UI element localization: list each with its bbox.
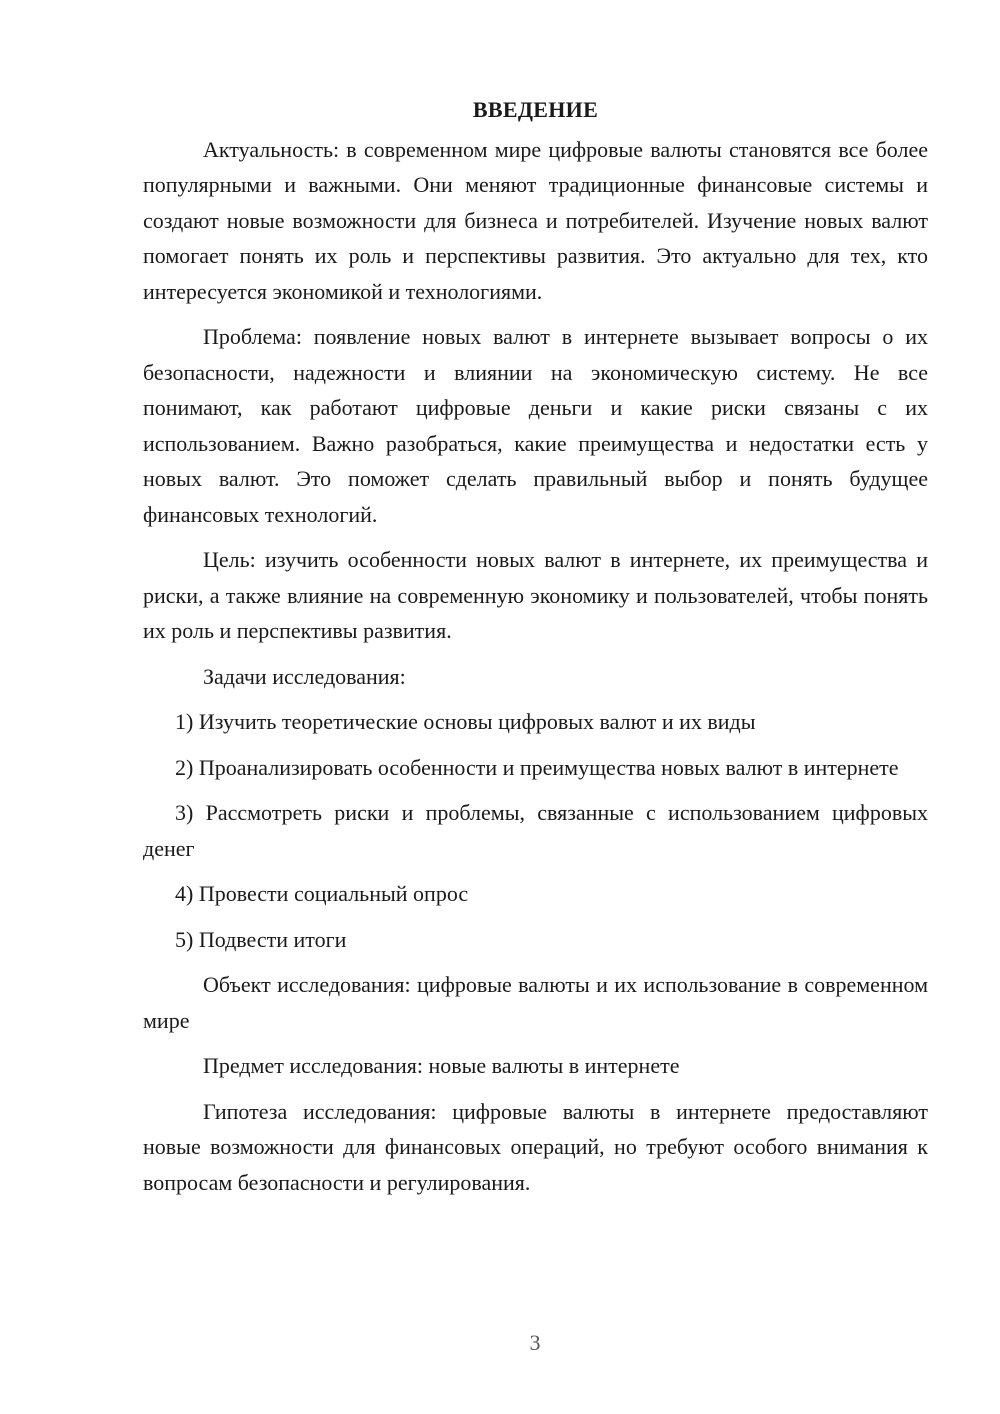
task-item-1: 1) Изучить теоретические основы цифровых валют и их виды (175, 709, 756, 734)
goal-paragraph: Цель: изучить особенности новых валют в интернете, их преимущества и риски, а также влияние на современную экономику и пользователей, чтобы понять их роль и перспективы развития. (143, 547, 928, 643)
relevance-paragraph: Актуальность: в современном мире цифровые валюты становятся все более популярными и важными. Они меняют традиционные финансовые системы и создают новые возможности для бизнеса и потребителей. Изучение новых валют помогает понять их роль и перспективы развития. Это актуально для тех, кто интересуется экономикой и технологиями. (143, 136, 928, 304)
tasks-heading: Задачи исследования: (203, 663, 406, 689)
hypothesis-paragraph: Гипотеза исследования: цифровые валюты в интернете предоставляют новые возможности для финансовых операций, но требуют особого внимания к вопросам безопасности и регулирования. (143, 1098, 928, 1195)
document-page (143, 92, 928, 1210)
page-number: 3 (529, 1330, 541, 1355)
section-title: ВВЕДЕНИЕ (472, 97, 599, 122)
research-subject-paragraph: Предмет исследования: новые валюты в интернете (203, 1053, 680, 1078)
research-object-paragraph: Объект исследования: цифровые валюты и их использование в современном мире (143, 972, 928, 1033)
task-item-4: 4) Провести социальный опрос (175, 881, 469, 906)
task-item-2: 2) Проанализировать особенности и преимущества новых валют в интернете (175, 754, 899, 780)
problem-paragraph: Проблема: появление новых валют в интернете вызывает вопросы о их безопасности, надежности и влиянии на экономическую систему. Не все понимают, как работают цифровые деньги и какие риски связаны с их использованием. Важно разобраться, какие преимущества и недостатки есть у новых валют. Это поможет сделать правильный выбор и понять будущее финансовых технологий. (143, 324, 928, 527)
task-item-5: 5) Подвести итоги (175, 926, 347, 952)
task-item-3: 3) Рассмотреть риски и проблемы, связанные с использованием цифровых денег (143, 800, 928, 861)
